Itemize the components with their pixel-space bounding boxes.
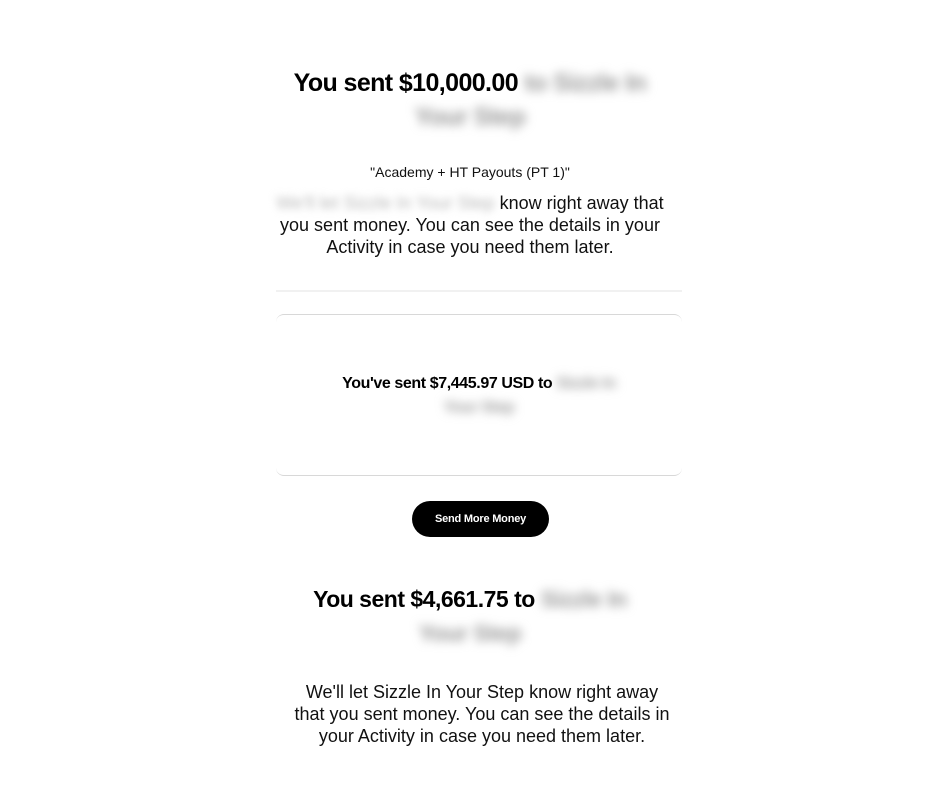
- total-sent-recipient-redacted: Sizzle In: [556, 375, 616, 392]
- second-payment-recipient-redacted-line2: Your Step: [418, 620, 522, 646]
- second-payment-headline: [250, 582, 690, 650]
- first-payment-description: [270, 192, 670, 258]
- payment-note: "Academy + HT Payouts (PT 1)": [370, 164, 570, 180]
- total-sent-text: [276, 372, 682, 420]
- first-payment-amount-text: You sent $10,000.00: [293, 69, 519, 97]
- send-more-money-button[interactable]: Send More Money: [412, 501, 549, 537]
- total-sent-amount: You've sent $7,445.97 USD to: [342, 375, 553, 392]
- total-sent-card: [276, 314, 682, 476]
- second-payment-amount-text: You sent $4,661.75 to: [313, 586, 535, 612]
- first-payment-headline: [240, 66, 700, 134]
- second-payment-description: We'll let Sizzle In Your Step know right away that you sent money. You can see the details in your Activity in case you need them later.: [294, 682, 670, 746]
- first-payment-recipient-redacted-line2: Your Step: [414, 103, 526, 131]
- section-divider: [276, 290, 682, 292]
- first-payment-description-redacted: We'll let Sizzle In Your Step: [276, 193, 495, 213]
- total-sent-recipient-redacted-line2: Your Step: [443, 399, 515, 416]
- second-payment-recipient-redacted: Sizzle In: [540, 586, 627, 612]
- first-payment-description-text: know right away that you sent money. You can see the details in your Activity in case you need them later.: [280, 193, 664, 257]
- first-payment-recipient-redacted: to Sizzle In: [524, 69, 647, 97]
